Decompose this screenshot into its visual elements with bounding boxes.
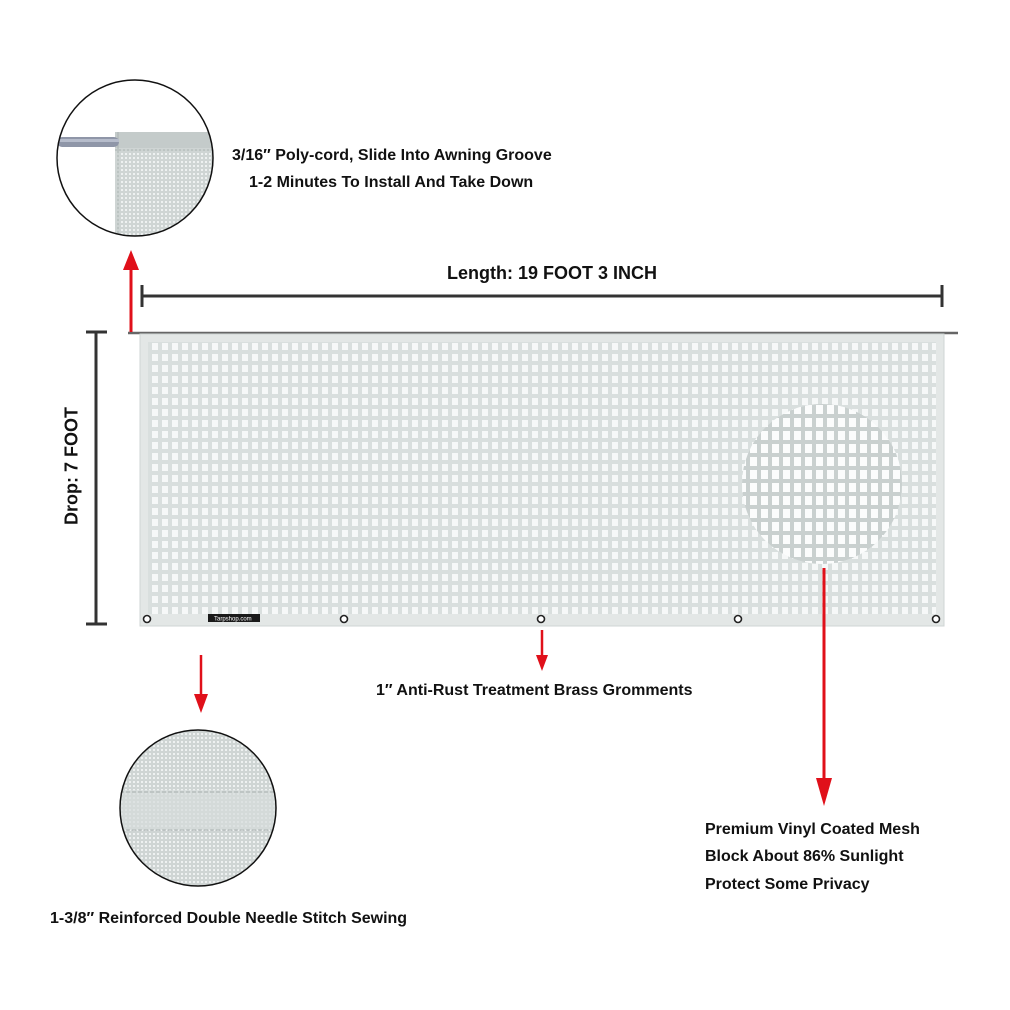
grommet [341, 616, 348, 623]
length-label: Length: 19 FOOT 3 INCH [447, 263, 658, 283]
poly-cord-label-line2: 1-2 Minutes To Install And Take Down [249, 174, 534, 191]
brand-tag-text: Tarpshop.com [214, 616, 252, 623]
grommet [144, 616, 151, 623]
grommet [933, 616, 940, 623]
mesh-label-line1: Premium Vinyl Coated Mesh [705, 821, 920, 838]
drop-label: Drop: 7 FOOT [61, 407, 82, 525]
stitch-detail-circle [120, 730, 280, 890]
grommets-label: 1″ Anti-Rust Treatment Brass Gromments [376, 682, 693, 699]
poly-cord-label-line1: 3/16″ Poly-cord, Slide Into Awning Groove [232, 147, 552, 164]
arrow-to-grommets [536, 630, 548, 671]
stitch-label: 1-3/8″ Reinforced Double Needle Stitch Sewing [50, 910, 408, 927]
mesh-label-line3: Protect Some Privacy [705, 876, 870, 893]
mesh-label-line2: Block About 86% Sunlight [705, 848, 904, 865]
arrow-to-poly-cord [123, 250, 139, 332]
brand-tag [208, 614, 260, 623]
arrow-to-stitch [194, 655, 208, 713]
grommet [538, 616, 545, 623]
poly-cord-detail-circle [57, 80, 217, 242]
length-dimension [142, 285, 942, 307]
drop-dimension [86, 332, 107, 624]
grommet [735, 616, 742, 623]
